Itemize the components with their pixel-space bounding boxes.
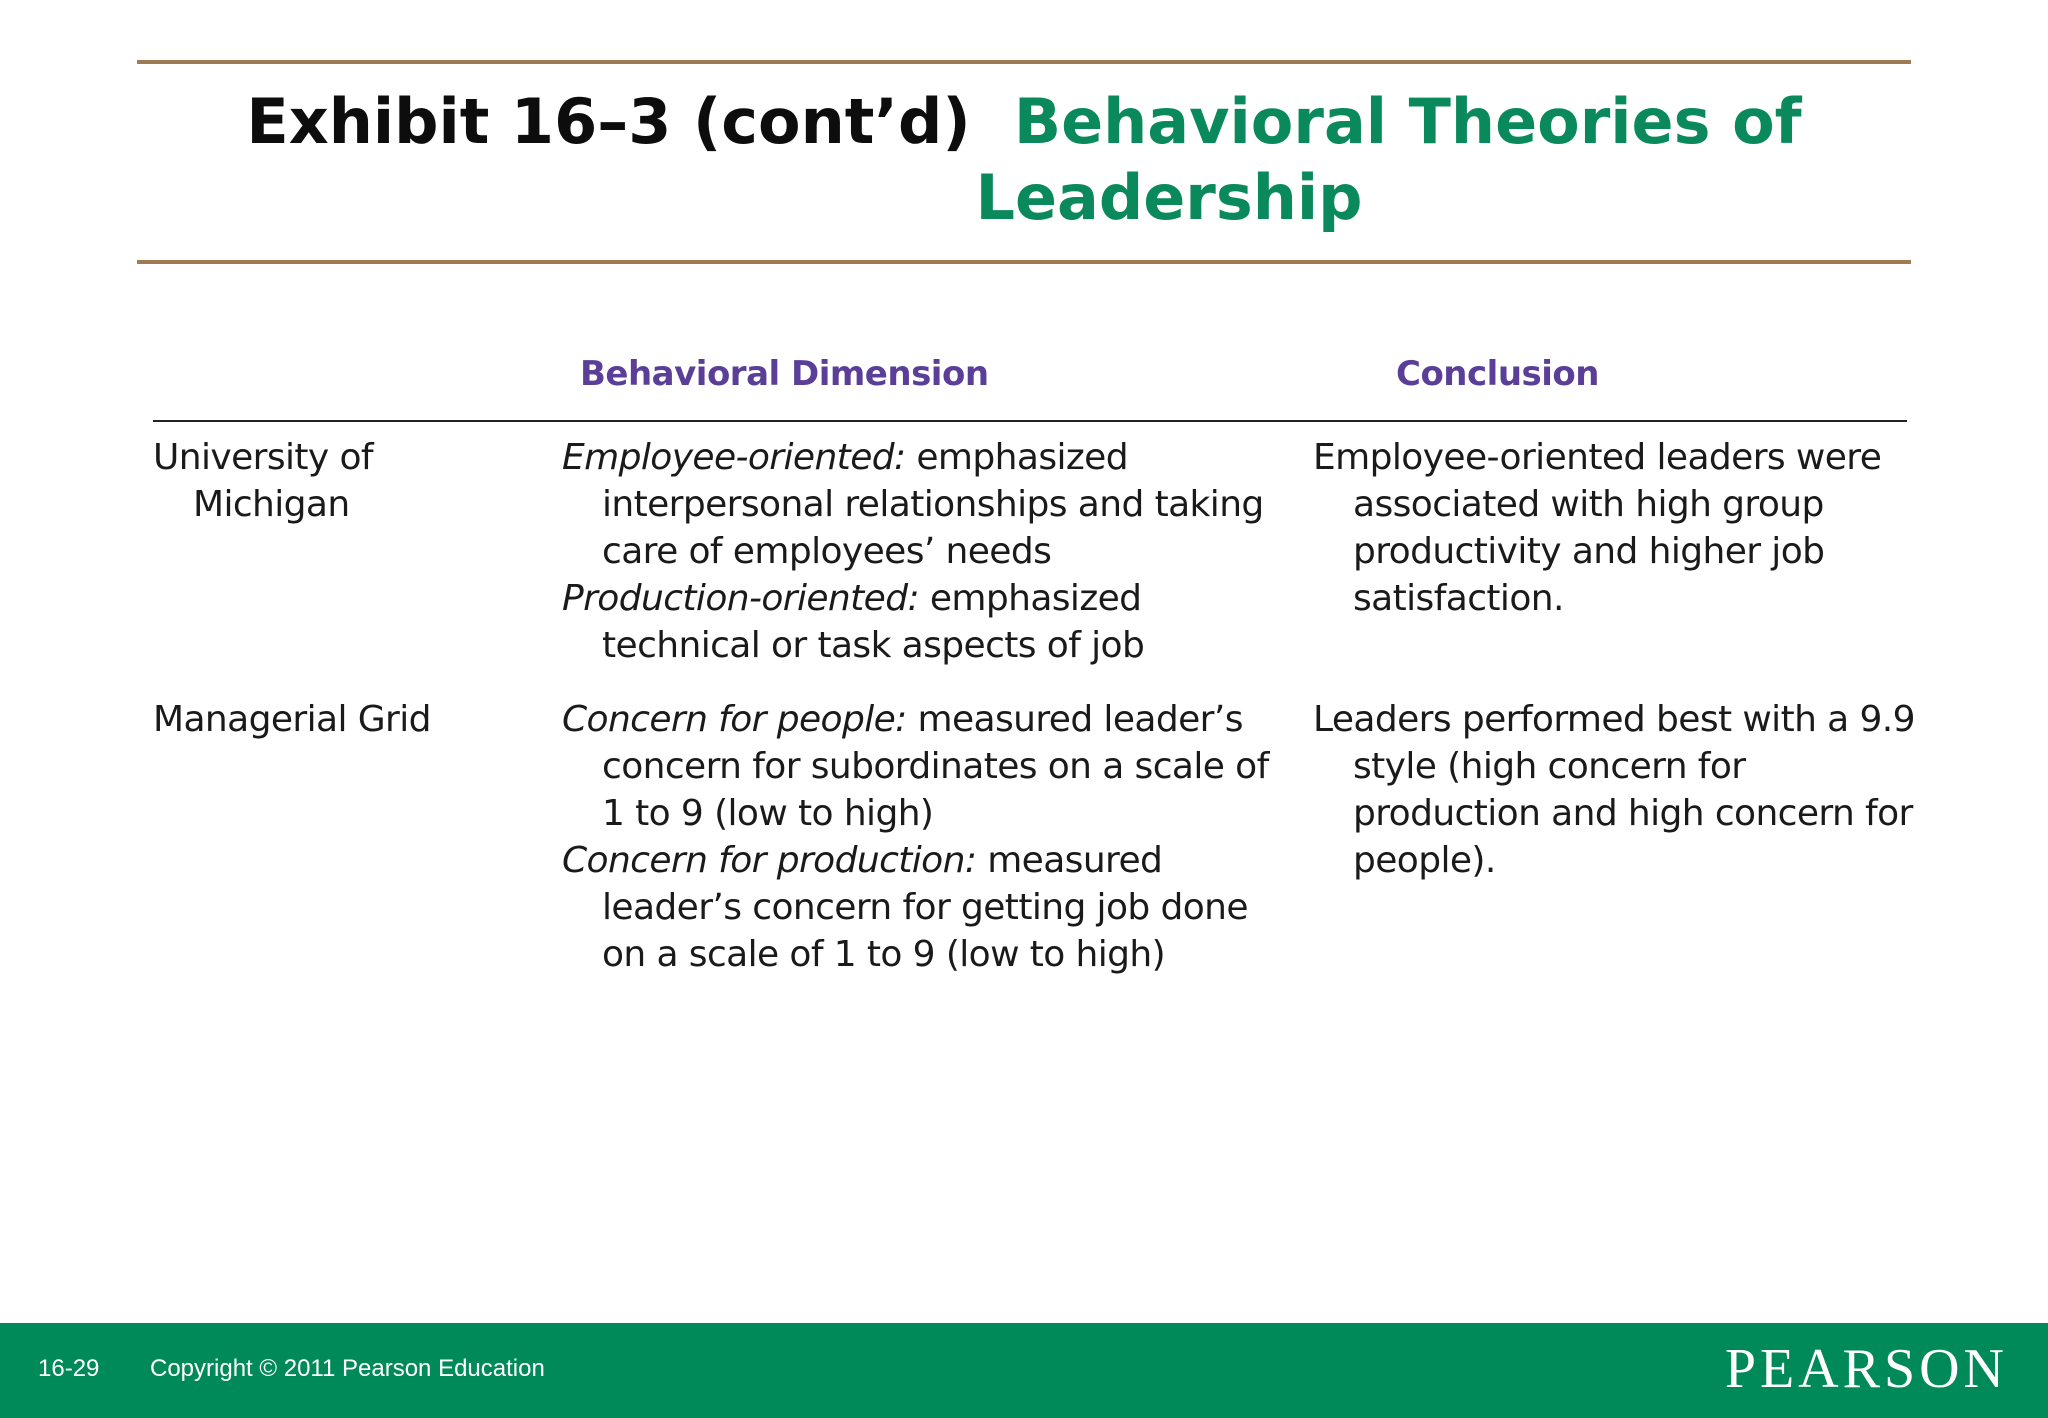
dimension-item (562, 837, 1282, 978)
dimension-term: Concern for production: (562, 840, 977, 881)
column-header-conclusion: Conclusion (1396, 354, 1599, 394)
dimension-term: Employee-oriented: (562, 437, 906, 478)
table-row-dimensions (562, 434, 1282, 669)
title-main-line1: Behavioral Theories of (1013, 85, 1802, 158)
slide-number: 16-29 (38, 1355, 100, 1382)
table-header-rule (153, 420, 1907, 422)
dimension-text: emphasized technical or task aspects of job (602, 578, 1145, 666)
dimension-item (562, 575, 1282, 669)
footer-bar (0, 1323, 2048, 1418)
pearson-logo: PEARSON (1724, 1338, 2008, 1400)
title-prefix: Exhibit 16–3 (cont’d) (246, 85, 971, 158)
column-header-dimension: Behavioral Dimension (580, 354, 989, 394)
dimension-item (562, 434, 1282, 575)
slide-title (137, 84, 1911, 236)
row-name-text: Managerial Grid (153, 699, 431, 740)
table-row-dimensions (562, 696, 1282, 978)
dimension-term: Production-oriented: (562, 578, 919, 619)
table-row-name (153, 434, 513, 528)
dimension-term: Concern for people: (562, 699, 907, 740)
dimension-item (562, 696, 1282, 837)
dimension-text: emphasized interpersonal relationships and taking care of employees’ needs (602, 437, 1264, 572)
row-name-text: University of Michigan (153, 437, 373, 525)
conclusion-text: Leaders performed best with a 9.9 style (high concern for production and high concern for people). (1313, 699, 1915, 881)
title-main-line2: Leadership (975, 161, 1363, 234)
title-top-rule (137, 60, 1911, 64)
dimension-text: measured leader’s concern for subordinates on a scale of 1 to 9 (low to high) (602, 699, 1269, 834)
table-row-conclusion (1313, 434, 1923, 622)
copyright-notice: Copyright © 2011 Pearson Education (150, 1355, 545, 1382)
conclusion-text: Employee-oriented leaders were associated with high group productivity and higher job satisfaction. (1313, 437, 1882, 619)
dimension-text: measured leader’s concern for getting job done on a scale of 1 to 9 (low to high) (602, 840, 1248, 975)
table-row-name (153, 696, 513, 743)
title-bottom-rule (137, 260, 1911, 264)
table-row-conclusion (1313, 696, 1923, 884)
